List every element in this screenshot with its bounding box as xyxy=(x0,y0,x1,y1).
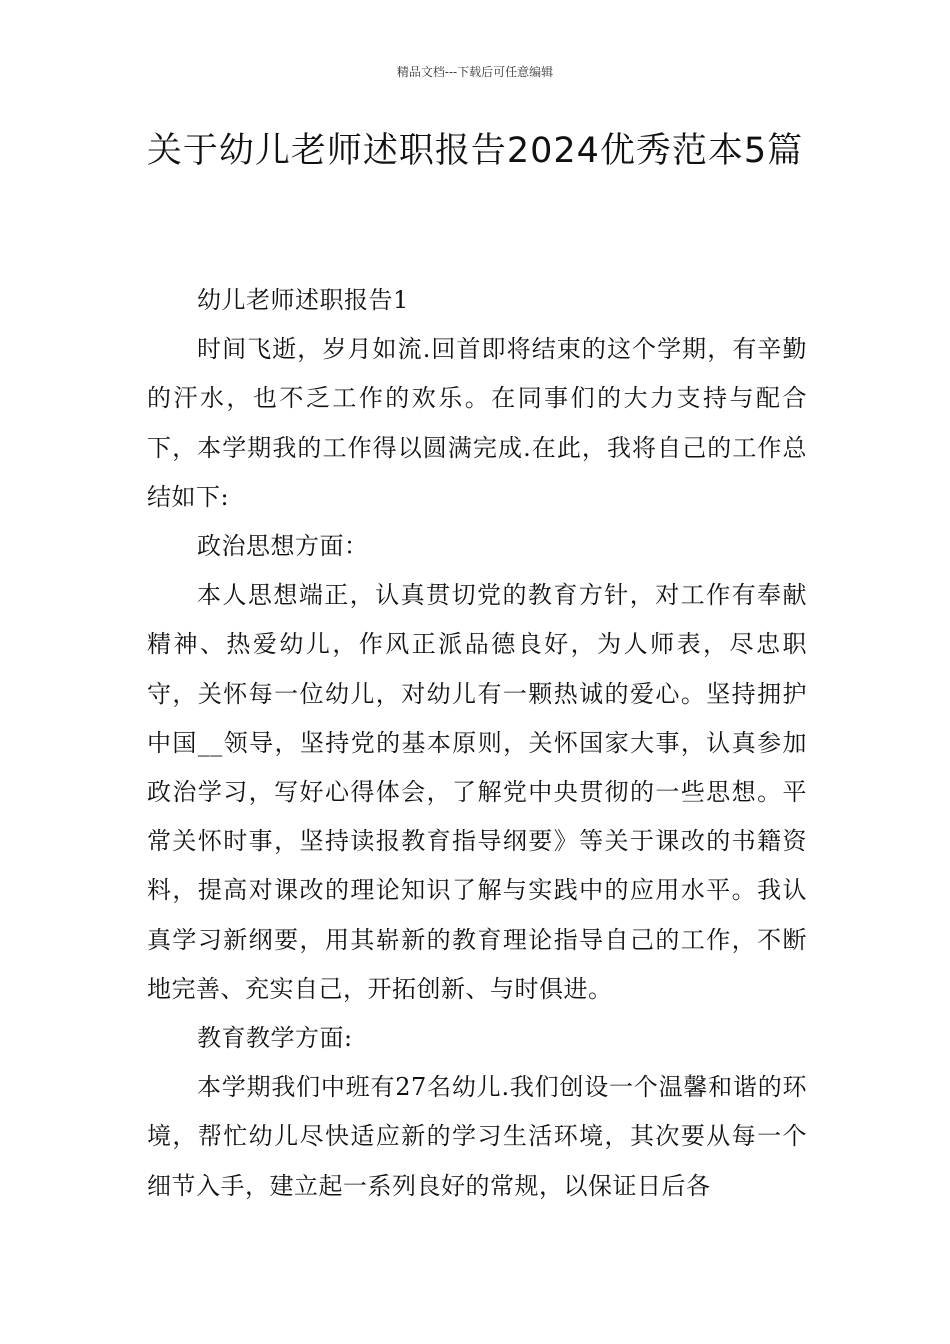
document-body xyxy=(147,276,807,1211)
body-paragraph-intro: 时间飞逝，岁月如流.回首即将结束的这个学期，有辛勤的汗水，也不乏工作的欢乐。在同事们的大力支持与配合下，本学期我的工作得以圆满完成.在此，我将自己的工作总结如下: xyxy=(147,335,807,511)
section-heading-political: 政治思想方面： xyxy=(197,532,369,561)
body-paragraph-teaching: 本学期我们中班有27名幼儿.我们创设一个温馨和谐的环境，帮忙幼儿尽快适应新的学习生活环境，其次要从每一个细节入手，建立起一系列良好的常规，以保证日后各 xyxy=(147,1073,807,1200)
document-title: 关于幼儿老师述职报告2024优秀范本5篇 xyxy=(146,131,804,171)
body-paragraph-political: 本人思想端正，认真贯切党的教育方针，对工作有奉献精神、热爱幼儿，作风正派品德良好，为人师表，尽忠职守，关怀每一位幼儿，对幼儿有一颗热诚的爱心。坚持拥护中国__领导，坚持党的基本原则，关怀国家大事，认真参加政治学习，写好心得体会，了解党中央贯彻的一些思想。平常关怀时事，坚持读报教育指导纲要》等关于课改的书籍资料，提高对课改的理论知识了解与实践中的应用水平。我认真学习新纲要，用其崭新的教育理论指导自己的工作，不断地完善、充实自己，开拓创新、与时俱进。 xyxy=(147,581,807,1003)
section-heading-report-1: 幼儿老师述职报告1 xyxy=(197,286,409,314)
page-header-note: 精品文档---下载后可任意编辑 xyxy=(396,65,554,79)
section-heading-teaching: 教育教学方面: xyxy=(197,1024,353,1053)
